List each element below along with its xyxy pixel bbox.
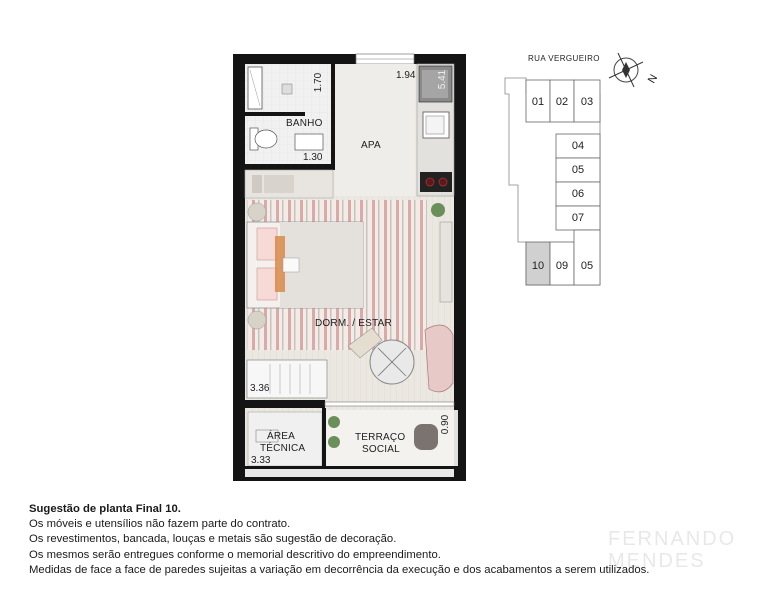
plan-notes bbox=[29, 502, 749, 578]
tv-panel bbox=[440, 222, 452, 302]
nightstand-top bbox=[248, 203, 266, 221]
compass-icon bbox=[609, 53, 643, 87]
nightstand-bottom bbox=[248, 311, 266, 329]
street-label: RUA VERGUEIRO bbox=[528, 54, 600, 63]
key-unit-10: 10 bbox=[531, 260, 545, 272]
key-unit-04: 04 bbox=[571, 140, 585, 152]
bath-sink bbox=[295, 134, 323, 150]
terrace-plant-2 bbox=[328, 436, 340, 448]
dim-194: 1.94 bbox=[396, 70, 416, 81]
notes-line: Os revestimentos, bancada, louças e metais são sugestão de decoração. bbox=[29, 533, 397, 546]
compass-north-label: N bbox=[645, 72, 661, 86]
dim-541: 5.41 bbox=[437, 69, 449, 90]
notes-line: Os mesmos serão entregues conforme o memorial descritivo do empreendimento. bbox=[29, 548, 441, 561]
dim-336: 3.36 bbox=[250, 383, 270, 394]
dim-090: 0.90 bbox=[440, 414, 452, 435]
shower-drain bbox=[282, 84, 292, 94]
dim-333: 3.33 bbox=[251, 455, 271, 466]
watermark-line-2: MENDES bbox=[608, 550, 706, 572]
key-unit-03: 03 bbox=[580, 96, 594, 108]
armchair bbox=[425, 325, 453, 392]
terrace-chair bbox=[414, 424, 438, 450]
notes-title: Sugestão de planta Final 10. bbox=[29, 503, 181, 515]
key-unit-05b: 05 bbox=[580, 260, 594, 272]
key-unit-05a: 05 bbox=[571, 164, 585, 176]
room-label-area-tecnica-1: ÁREA bbox=[267, 431, 296, 442]
key-plan bbox=[505, 78, 600, 285]
room-label-apa: APA bbox=[361, 140, 381, 151]
room-label-dorm-estar: DORM. / ESTAR bbox=[315, 318, 392, 329]
key-unit-02: 02 bbox=[555, 96, 569, 108]
plant bbox=[431, 203, 445, 217]
key-unit-07: 07 bbox=[571, 212, 585, 224]
dim-170: 1.70 bbox=[313, 72, 325, 93]
notes-line: Os móveis e utensílios não fazem parte do contrato. bbox=[29, 518, 291, 531]
key-unit-06: 06 bbox=[571, 188, 585, 200]
dim-130: 1.30 bbox=[303, 152, 323, 163]
room-label-terraco-1: TERRAÇO bbox=[355, 432, 406, 443]
watermark-line-1: FERNANDO bbox=[608, 528, 737, 550]
notes-line: Medidas de face a face de paredes sujeitas a variação em decorrência da execução e dos acabamentos a serem utilizados. bbox=[29, 563, 650, 576]
room-label-banho: BANHO bbox=[286, 118, 323, 129]
terrace-plant-1 bbox=[328, 416, 340, 428]
room-label-terraco-2: SOCIAL bbox=[362, 444, 400, 455]
key-unit-01: 01 bbox=[531, 96, 545, 108]
room-label-area-tecnica-2: TÉCNICA bbox=[260, 443, 306, 454]
key-unit-09: 09 bbox=[555, 260, 569, 272]
